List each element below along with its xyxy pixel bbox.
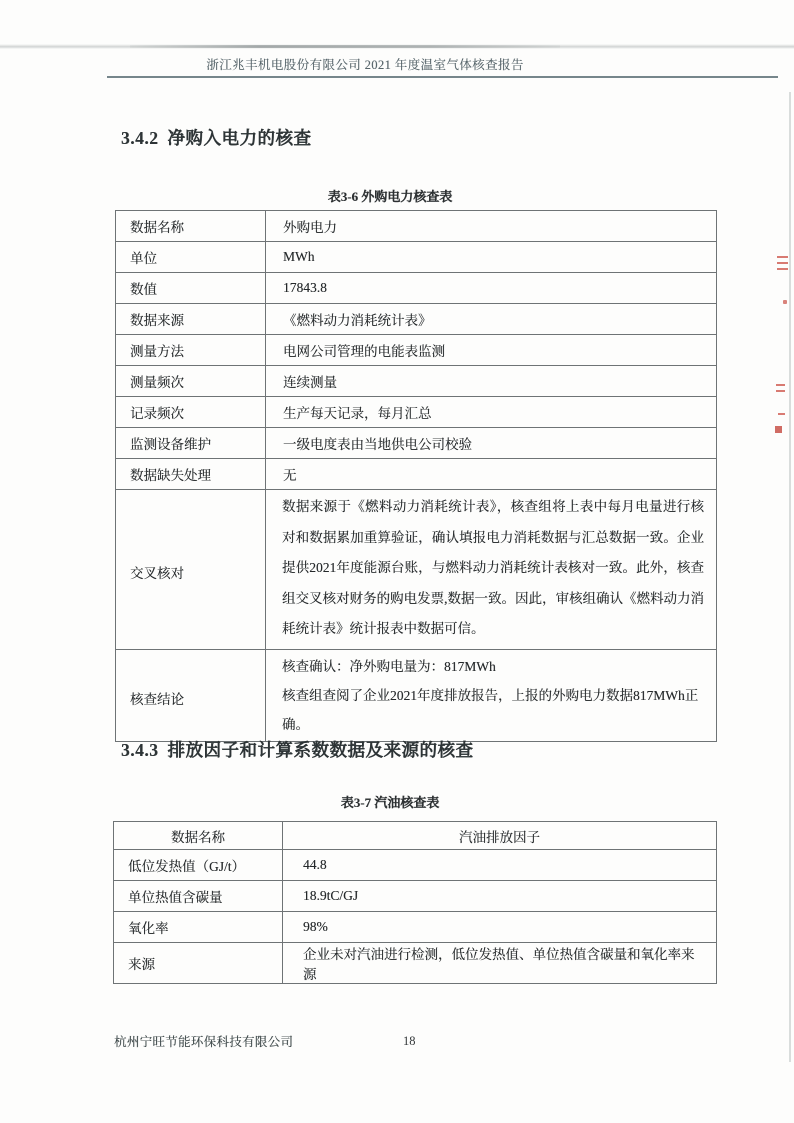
conclusion-line: 核查组查阅了企业2021年度排放报告，上报的外购电力数据817MWh正确。 [282,687,699,732]
table-cell-value: 一级电度表由当地供电公司校验 [266,428,717,459]
table-cell-label: 来源 [114,943,283,984]
table-cell-value: 数据来源于《燃料动力消耗统计表》，核查组将上表中每月电量进行核对和数据累加重算验证，确认填报电力消耗数据与汇总数据一致。企业提供2021年度能源台账，与燃料动力消耗统计表核对一致。此外，核查组交叉核对财务的购电发票,数据一致。因此，审核组确认《燃料动力消耗统计表》统计报表中数据可信。 [266,490,717,650]
table-cell-label: 交叉核对 [116,490,266,650]
table-cell-label: 记录频次 [116,397,266,428]
table-cell-value: 无 [266,459,717,490]
table-cell-value: 18.9tC/GJ [283,881,717,912]
table-cell-value: 电网公司管理的电能表监测 [266,335,717,366]
table-row [116,397,717,428]
section-heading-3-4-2 [121,125,312,150]
table-row [116,335,717,366]
section-number: 3.4.2 [121,128,159,148]
table-row [116,242,717,273]
red-stamp-artifact [777,256,788,272]
table-row [114,850,717,881]
table-3-6-caption: 表3-6 外购电力核查表 [327,189,453,204]
table-cell-value: 17843.8 [266,273,717,304]
table-cell-value: 外购电力 [266,211,717,242]
red-stamp-artifact [783,300,787,304]
table-cell-value: 连续测量 [266,366,717,397]
table-cell-label: 核查结论 [116,649,266,741]
table-cell-label: 数据来源 [116,304,266,335]
table-cell-value: 44.8 [283,850,717,881]
gasoline-table [113,821,717,984]
table-cell-label: 低位发热值（GJ/t） [114,850,283,881]
table-row [116,273,717,304]
conclusion-line: 核查确认：净外购电量为：817MWh [282,658,496,674]
section-title: 排放因子和计算系数数据及来源的核查 [167,740,474,760]
table-row [116,304,717,335]
footer-company-name: 杭州宁旺节能环保科技有限公司 [114,1035,294,1049]
purchased-electricity-table [115,210,717,742]
table-header-row [114,822,717,850]
table-cell-value: MWh [266,242,717,273]
table-cell-label: 数据名称 [116,211,266,242]
table-row [114,881,717,912]
table-row-cross-check [116,490,717,650]
table-row [116,428,717,459]
table-cell-value: 《燃料动力消耗统计表》 [266,304,717,335]
table-3-7-caption: 表3-7 汽油核查表 [340,795,440,810]
section-heading-3-4-3 [121,737,474,762]
table-cell-label: 数值 [116,273,266,304]
red-stamp-artifact [775,426,782,433]
table-cell-value: 生产每天记录，每月汇总 [266,397,717,428]
table-row [116,366,717,397]
section-title: 净购入电力的核查 [167,128,312,148]
table-cell-label: 测量方法 [116,335,266,366]
table-cell-label: 测量频次 [116,366,266,397]
header-rule [107,76,778,78]
section-number: 3.4.3 [121,740,159,760]
page-number: 18 [403,1034,416,1048]
table-row [116,459,717,490]
page-header-title: 浙江兆丰机电股份有限公司 2021 年度温室气体核查报告 [206,58,524,72]
table-cell-label: 单位热值含碳量 [114,881,283,912]
table-cell-label: 数据缺失处理 [116,459,266,490]
table-cell-label: 监测设备维护 [116,428,266,459]
table-cell-value: 汽油排放因子 [283,822,717,850]
table-row [116,211,717,242]
table-cell-label: 数据名称 [114,822,283,850]
table-row [114,943,717,984]
table-row [114,912,717,943]
table-cell-value: 98% [283,912,717,943]
table-cell-label: 单位 [116,242,266,273]
red-stamp-artifact [776,384,785,394]
table-cell-value [266,649,717,741]
table-row-conclusion [116,649,717,741]
table-cell-label: 氧化率 [114,912,283,943]
scan-artifact-streak-dark [130,45,560,48]
table-cell-value: 企业未对汽油进行检测，低位发热值、单位热值含碳量和氧化率来源 [283,943,717,984]
page-edge-scan-line [789,92,791,1062]
red-stamp-artifact [778,413,785,415]
